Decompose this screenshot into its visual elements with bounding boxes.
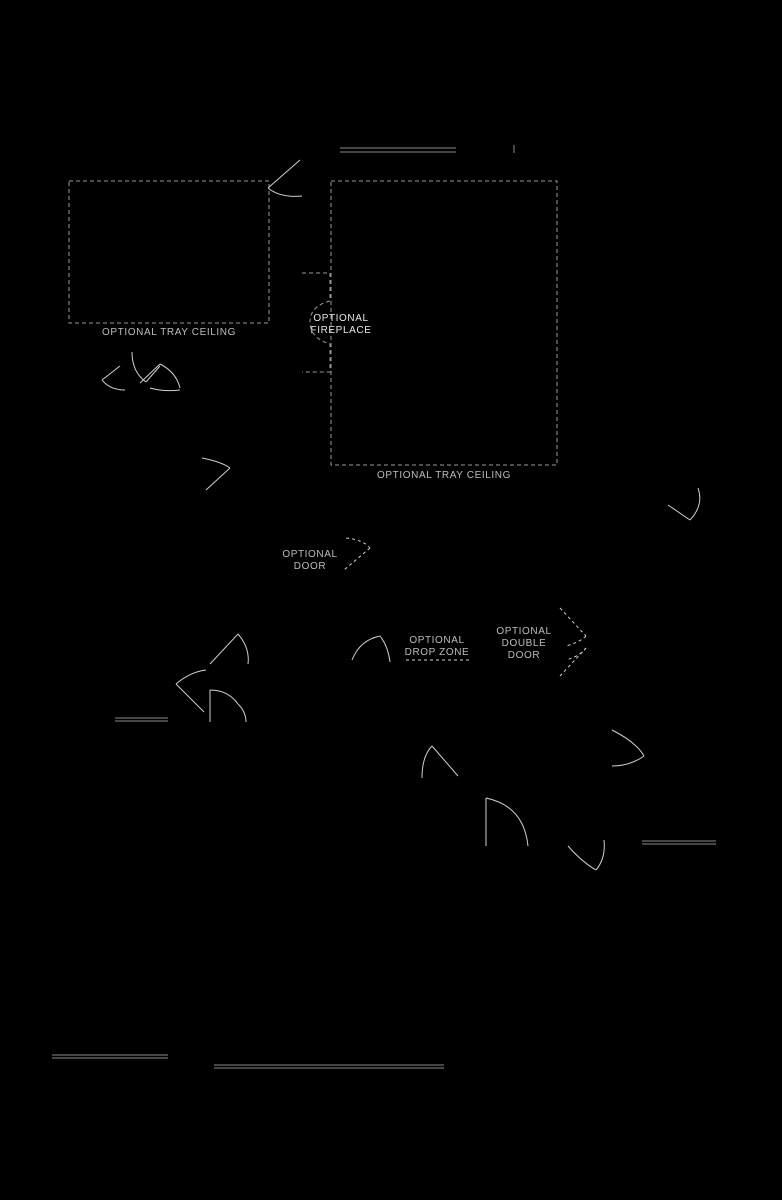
bottom-window-left xyxy=(52,1055,168,1058)
door-swing-top xyxy=(268,160,302,196)
door-swing-lower-mid xyxy=(422,746,458,778)
door-swing-lower-right xyxy=(568,730,644,870)
optional-double-door-swing xyxy=(560,608,586,676)
double-door-label-line1: OPTIONAL xyxy=(496,626,552,637)
fireplace-label-line1: OPTIONAL xyxy=(313,313,369,324)
wall-segment-right xyxy=(642,841,716,844)
optional-door-swing xyxy=(344,538,370,570)
optional-door-label-line1: OPTIONAL xyxy=(282,549,338,560)
wall-segment-left xyxy=(115,718,168,721)
top-window xyxy=(340,145,514,153)
tray-ceiling-left xyxy=(69,181,269,323)
drop-zone-label-line2: DROP ZONE xyxy=(404,647,470,658)
door-swing-bath-cluster xyxy=(176,634,248,722)
door-swing-closet-pair xyxy=(102,352,180,391)
fireplace-label-line2: FIREPLACE xyxy=(310,325,372,336)
door-swing-pantry xyxy=(352,636,390,662)
door-swing-hall xyxy=(202,458,230,490)
door-swing-lower-center xyxy=(486,798,528,846)
tray-ceiling-left-label: OPTIONAL TRAY CEILING xyxy=(102,327,236,338)
double-door-label-line3: DOOR xyxy=(507,650,541,661)
tray-ceiling-right-label: OPTIONAL TRAY CEILING xyxy=(377,470,511,481)
bottom-window-right xyxy=(214,1065,444,1068)
door-swing-right xyxy=(668,488,700,520)
drop-zone-label-line1: OPTIONAL xyxy=(409,635,465,646)
optional-door-label-line2: DOOR xyxy=(293,561,327,572)
double-door-label-line2: DOUBLE xyxy=(501,638,547,649)
